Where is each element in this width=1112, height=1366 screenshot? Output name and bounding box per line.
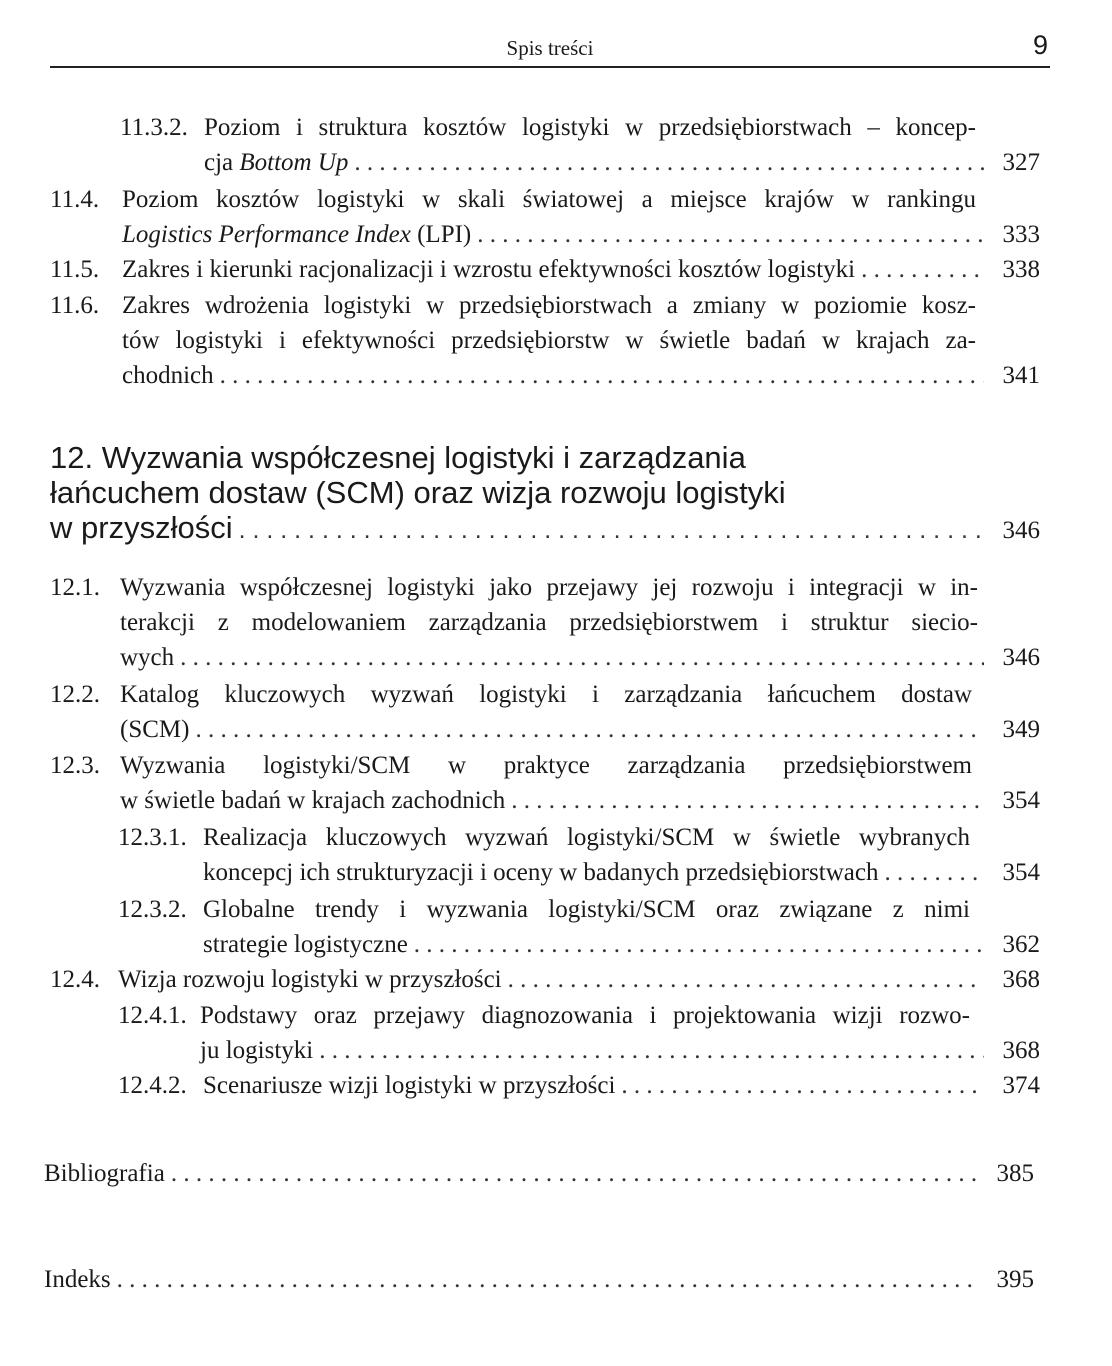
entry-page-number: 395	[996, 1266, 1034, 1293]
dot-leader	[171, 1156, 978, 1191]
entry-page-number: 354	[1002, 787, 1040, 814]
entry-title-line: Logistics Performance Index (LPI)	[122, 221, 472, 248]
dot-leader	[239, 513, 984, 548]
chapter-12-heading[interactable]	[50, 440, 1040, 545]
entry-page-number: 349	[1002, 716, 1040, 743]
entry-title-line: Wyzwania logistyki/SCM w praktyce zarządzania przedsiębiorstwem	[120, 752, 972, 779]
entry-title-line: Globalne trendy i wyzwania logistyki/SCM oraz związane z nimi	[203, 896, 970, 923]
entry-title-line: tów logistyki i efektywności przedsiębiorstw w świetle badań w krajach za-	[122, 327, 976, 354]
entry-number: 12.2.	[50, 681, 100, 708]
dot-leader	[180, 640, 984, 675]
entry-title-line: Katalog kluczowych wyzwań logistyki i zarządzania łańcuchem dostaw	[120, 681, 972, 708]
dot-leader	[884, 855, 984, 890]
entry-title-line: cja Bottom Up	[204, 149, 349, 176]
chapter-title-line: 12. Wyzwania współczesnej logistyki i zarządzania	[50, 440, 746, 475]
entry-title-line: Poziom i struktura kosztów logistyki w przedsiębiorstwach – koncep-	[204, 114, 976, 141]
entry-title-line: Zakres i kierunki racjonalizacji i wzrostu efektywności kosztów logistyki	[122, 256, 856, 283]
entry-number: 11.5.	[50, 256, 100, 283]
dot-leader	[117, 1262, 978, 1297]
entry-page-number: 374	[1002, 1072, 1040, 1099]
entry-number: 12.3.2.	[118, 896, 187, 923]
dot-leader	[354, 145, 984, 180]
running-header	[50, 30, 1050, 68]
dot-leader	[414, 927, 984, 962]
entry-title-line: terakcji z modelowaniem zarządzania przedsiębiorstwem i struktur siecio-	[120, 609, 978, 636]
entry-page-number: 346	[1002, 644, 1040, 671]
toc-entry-indeks[interactable]	[44, 1262, 1034, 1297]
entry-title-line: Wyzwania współczesnej logistyki jako przejawy jej rozwoju i integracji w in-	[120, 574, 978, 601]
entry-title-line: koncepcj ich strukturyzacji i oceny w badanych przedsiębiorstwach	[203, 859, 879, 886]
entry-page-number: 333	[1002, 221, 1040, 248]
entry-title-line: w świetle badań w krajach zachodnich	[120, 787, 506, 814]
dot-leader	[195, 712, 984, 747]
entry-number: 12.4.	[50, 966, 100, 993]
dot-leader	[511, 783, 984, 818]
entry-page-number: 327	[1002, 149, 1040, 176]
entry-number: 12.3.1.	[118, 824, 187, 851]
page-number: 9	[1032, 30, 1048, 60]
entry-title-line: Bibliografia	[44, 1160, 165, 1187]
entry-title-line: wych	[120, 644, 175, 671]
entry-title-line: Zakres wdrożenia logistyki w przedsiębiorstwach a zmiany w poziomie kosz-	[122, 292, 976, 319]
entry-number: 12.4.1.	[118, 1002, 187, 1029]
dot-leader	[508, 962, 984, 997]
entry-number: 12.3.	[50, 752, 100, 779]
dot-leader	[319, 1033, 984, 1068]
entry-page-number: 354	[1002, 859, 1040, 886]
entry-number: 11.4.	[50, 186, 100, 213]
chapter-page-number: 346	[1002, 517, 1040, 544]
entry-title-line: chodnich	[122, 362, 214, 389]
dot-leader	[861, 252, 984, 287]
entry-page-number: 338	[1002, 256, 1040, 283]
running-title: Spis treści	[506, 36, 594, 60]
entry-title-line: strategie logistyczne	[203, 931, 408, 958]
entry-title-line: Podstawy oraz przejawy diagnozowania i projektowania wizji rozwo-	[200, 1002, 970, 1029]
entry-title-line: Realizacja kluczowych wyzwań logistyki/SCM w świetle wybranych	[203, 824, 970, 851]
toc-entry-bibliografia[interactable]	[44, 1156, 1034, 1191]
entry-title-line: Scenariusze wizji logistyki w przyszłości	[203, 1072, 616, 1099]
entry-number: 11.3.2.	[120, 114, 188, 141]
dot-leader	[220, 358, 984, 393]
entry-title-line: Poziom kosztów logistyki w skali światowej a miejsce krajów w rankingu	[122, 186, 976, 213]
entry-number: 12.1.	[50, 574, 100, 601]
entry-title-line: ju logistyki	[200, 1037, 314, 1064]
entry-page-number: 362	[1002, 931, 1040, 958]
entry-page-number: 385	[996, 1160, 1034, 1187]
entry-number: 12.4.2.	[118, 1072, 187, 1099]
entry-title-line: Indeks	[44, 1266, 111, 1293]
dot-leader	[477, 217, 984, 252]
entry-number: 11.6.	[50, 292, 100, 319]
entry-page-number: 368	[1002, 1037, 1040, 1064]
dot-leader	[621, 1068, 984, 1103]
entry-title-line: (SCM)	[120, 716, 190, 743]
chapter-title-line: w przyszłości	[50, 510, 233, 545]
chapter-title-line: łańcuchem dostaw (SCM) oraz wizja rozwoju logistyki	[50, 475, 786, 510]
entry-page-number: 341	[1002, 362, 1040, 389]
entry-page-number: 368	[1002, 966, 1040, 993]
entry-title-line: Wizja rozwoju logistyki w przyszłości	[118, 966, 502, 993]
